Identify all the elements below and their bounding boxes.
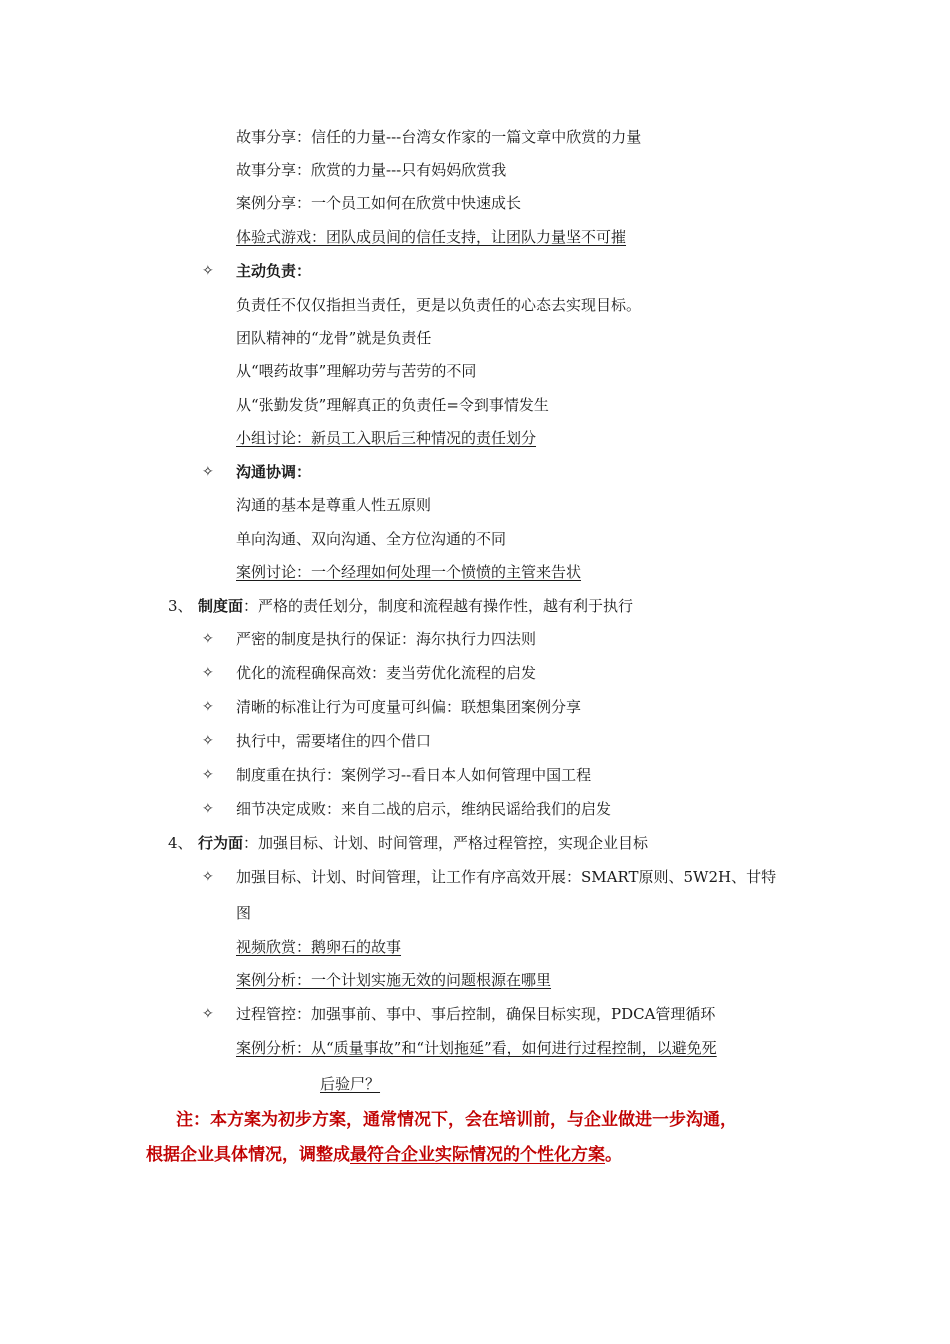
note-line-2-end: 。 [605,1145,622,1165]
section3-item-5: 制度重在执行：案例学习--看日本人如何管理中国工程 [236,766,592,784]
case-analysis-2-line2: 后验尸？ [320,1075,381,1093]
experiential-game: 体验式游戏：团队成员间的信任支持，让团队力量坚不可摧 [236,228,627,246]
note-line-2 [146,1143,622,1167]
case-analysis-2-line1: 案例分析：从“质量事故”和“计划拖延”看，如何进行过程控制，以避免死 [236,1039,717,1057]
section3-item-4: 执行中，需要堵住的四个借口 [236,732,432,750]
communication-line-2: 单向沟通、双向沟通、全方位沟通的不同 [236,530,507,548]
case-analysis-1: 案例分析：一个计划实施无效的问题根源在哪里 [236,971,552,989]
section4-item1-line1: 加强目标、计划、时间管理，让工作有序高效开展：SMART原则、5W2H、甘特 [236,868,777,886]
diamond-bullet-icon: ✧ [202,1006,214,1022]
note-line-2-plain: 根据企业具体情况，调整成 [146,1145,350,1165]
diamond-bullet-icon: ✧ [202,665,214,681]
diamond-bullet-icon: ✧ [202,631,214,647]
section4-item2-line1: 过程管控：加强事前、事中、事后控制，确保目标实现，PDCA管理循环 [236,1005,716,1023]
diamond-bullet-icon: ✧ [202,733,214,749]
story-line-2: 故事分享：欣赏的力量---只有妈妈欣赏我 [236,161,507,179]
responsibility-line-3: 从“喂药故事”理解功劳与苦劳的不同 [236,362,477,380]
section-heading-3 [198,596,633,616]
diamond-bullet-icon: ✧ [202,801,214,817]
case-discussion: 案例讨论：一个经理如何处理一个愤愤的主管来告状 [236,563,582,581]
diamond-bullet-icon: ✧ [202,767,214,783]
diamond-bullet-icon: ✧ [202,869,214,885]
note-line-1: 注：本方案为初步方案，通常情况下，会在培训前，与企业做进一步沟通， [176,1110,737,1130]
section3-item-2: 优化的流程确保高效：麦当劳优化流程的启发 [236,664,537,682]
section-text-3: ：严格的责任划分，制度和流程越有操作性，越有利于执行 [243,597,634,615]
group-discussion: 小组讨论：新员工入职后三种情况的责任划分 [236,429,537,447]
video-appreciation: 视频欣赏：鹅卵石的故事 [236,938,402,956]
story-line-1: 故事分享：信任的力量---台湾女作家的一篇文章中欣赏的力量 [236,128,642,146]
responsibility-line-2: 团队精神的“龙骨”就是负责任 [236,329,432,347]
section-title-4: 行为面 [198,834,244,852]
section3-item-1: 严密的制度是执行的保证：海尔执行力四法则 [236,630,537,648]
note-line-2-underlined: 最符合企业实际情况的个性化方案 [350,1145,605,1165]
case-line: 案例分享：一个员工如何在欣赏中快速成长 [236,194,522,212]
section4-item1-line2: 图 [236,904,252,922]
responsibility-line-1: 负责任不仅仅指担当责任，更是以负责任的心态去实现目标。 [236,296,642,314]
section-title-communication: 沟通协调： [236,463,312,481]
diamond-bullet-icon: ✧ [202,263,214,279]
section-text-4: ：加强目标、计划、时间管理，严格过程管控，实现企业目标 [243,834,649,852]
section-title-responsibility: 主动负责： [236,262,312,280]
diamond-bullet-icon: ✧ [202,464,214,480]
section3-item-6: 细节决定成败：来自二战的启示，维纳民谣给我们的启发 [236,800,612,818]
responsibility-line-4: 从“张勤发货”理解真正的负责任=令到事情发生 [236,396,549,414]
communication-line-1: 沟通的基本是尊重人性五原则 [236,496,432,514]
section-heading-4 [198,833,648,853]
section3-item-3: 清晰的标准让行为可度量可纠偏：联想集团案例分享 [236,698,582,716]
section-number-4: 4、 [168,834,193,852]
section-number-3: 3、 [168,597,193,615]
section-title-3: 制度面 [198,597,244,615]
diamond-bullet-icon: ✧ [202,699,214,715]
